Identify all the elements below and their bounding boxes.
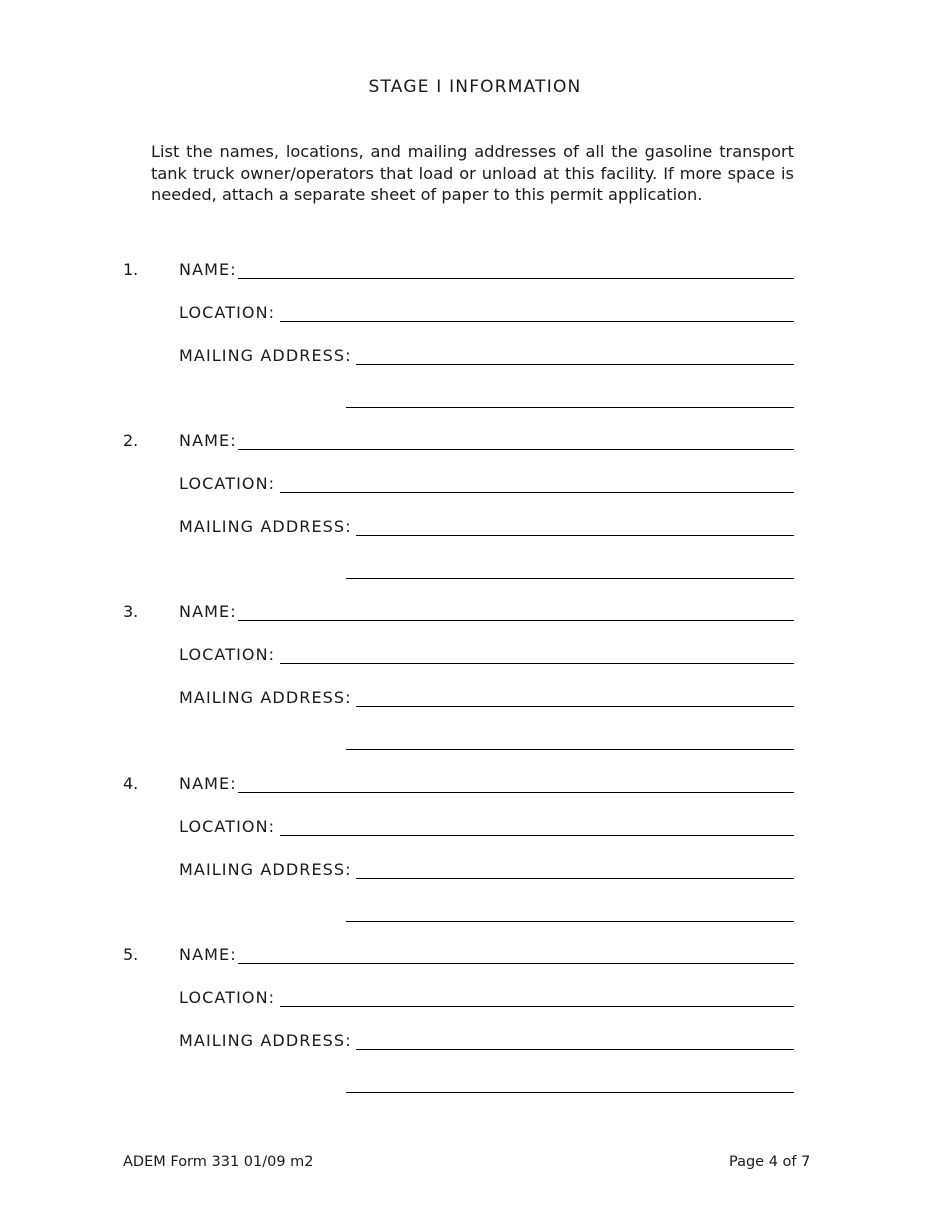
mailing-address-field-line2[interactable] [346,578,794,579]
name-field[interactable] [238,620,794,621]
mailing-address-label: MAILING ADDRESS: [179,346,352,365]
entry-5 [0,943,950,1114]
location-label: LOCATION: [179,817,276,836]
mailing-address-field-line2[interactable] [346,407,794,408]
entry-number: 1. [123,260,139,279]
location-field[interactable] [280,492,794,493]
instructions-paragraph: List the names, locations, and mailing addresses of all the gasoline transport tank truck owner/operators that load or unload at this facility. If more space is needed, attach a separate sheet of paper to this permit application. [151,142,794,204]
mailing-address-field[interactable] [356,706,794,707]
page-title: STAGE I INFORMATION [368,77,582,97]
name-field[interactable] [238,792,794,793]
location-field[interactable] [280,663,794,664]
location-field[interactable] [280,835,794,836]
location-label: LOCATION: [179,645,276,664]
mailing-address-label: MAILING ADDRESS: [179,517,352,536]
entry-number: 3. [123,602,139,621]
entry-3 [0,600,950,771]
entry-2 [0,429,950,600]
mailing-address-field-line2[interactable] [346,749,794,750]
location-label: LOCATION: [179,988,276,1007]
mailing-address-field[interactable] [356,364,794,365]
mailing-address-field[interactable] [356,878,794,879]
location-label: LOCATION: [179,474,276,493]
name-label: NAME: [179,431,237,450]
name-label: NAME: [179,602,237,621]
entry-number: 2. [123,431,139,450]
location-label: LOCATION: [179,303,276,322]
mailing-address-field[interactable] [356,1049,794,1050]
name-field[interactable] [238,449,794,450]
mailing-address-field-line2[interactable] [346,921,794,922]
entry-1 [0,258,950,429]
entry-4 [0,772,950,943]
page-number: Page 4 of 7 [729,1154,811,1170]
entry-number: 4. [123,774,139,793]
mailing-address-label: MAILING ADDRESS: [179,860,352,879]
name-label: NAME: [179,774,237,793]
entry-number: 5. [123,945,139,964]
form-identifier: ADEM Form 331 01/09 m2 [123,1154,314,1170]
location-field[interactable] [280,1006,794,1007]
mailing-address-label: MAILING ADDRESS: [179,1031,352,1050]
name-label: NAME: [179,945,237,964]
name-label: NAME: [179,260,237,279]
mailing-address-field[interactable] [356,535,794,536]
name-field[interactable] [238,963,794,964]
location-field[interactable] [280,321,794,322]
mailing-address-field-line2[interactable] [346,1092,794,1093]
name-field[interactable] [238,278,794,279]
mailing-address-label: MAILING ADDRESS: [179,688,352,707]
